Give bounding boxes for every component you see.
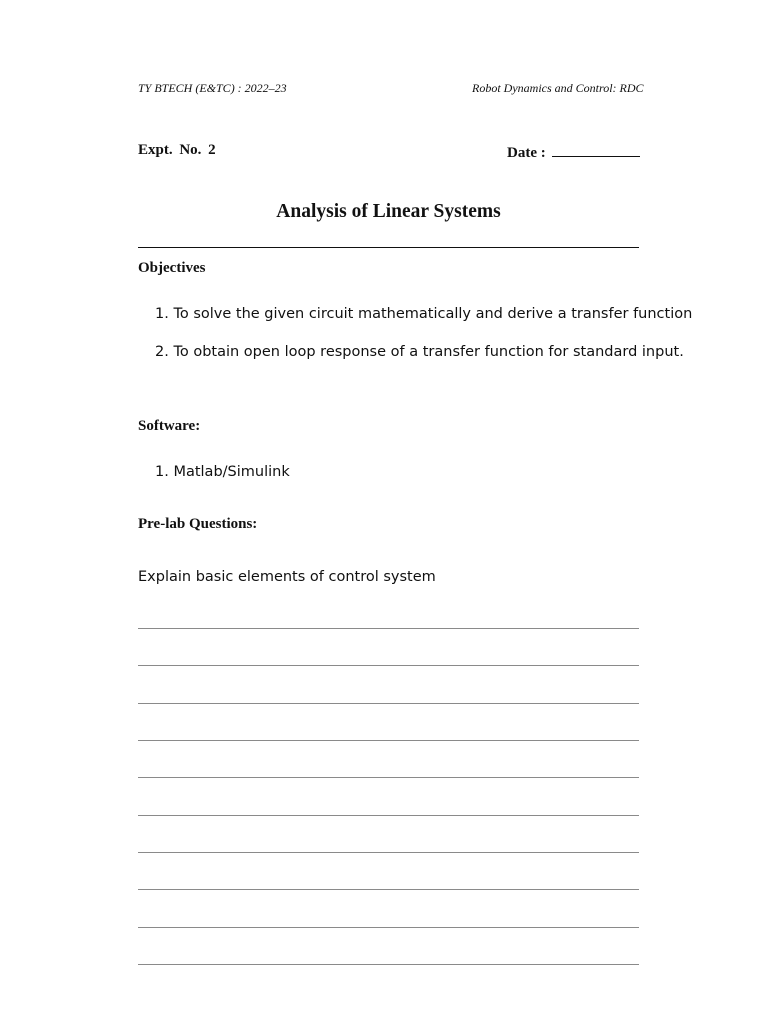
answer-line — [138, 815, 639, 816]
list-item: 1. Matlab/Simulink — [155, 464, 290, 480]
date-field — [507, 142, 640, 162]
answer-line — [138, 703, 639, 704]
header-course: TY BTECH (E&TC) : 2022–23 — [138, 81, 287, 95]
answer-line — [138, 665, 639, 666]
date-label: Date : — [507, 145, 546, 161]
answer-line — [138, 852, 639, 853]
objectives-list — [155, 306, 692, 382]
answer-line — [138, 889, 639, 890]
date-blank-line — [552, 142, 640, 157]
software-list — [155, 464, 290, 480]
header-subject: Robot Dynamics and Control: RDC — [472, 81, 644, 95]
answer-line — [138, 927, 639, 928]
title-divider — [138, 247, 639, 248]
answer-line — [138, 740, 639, 741]
page-title: Analysis of Linear Systems — [276, 201, 501, 222]
answer-line — [138, 628, 639, 629]
prelab-question: Explain basic elements of control system — [138, 569, 436, 585]
software-heading: Software: — [138, 418, 201, 434]
answer-line — [138, 777, 639, 778]
experiment-number: Expt. No. 2 — [138, 142, 216, 158]
objectives-heading: Objectives — [138, 260, 206, 276]
list-item: 2. To obtain open loop response of a transfer function for standard input. — [155, 344, 684, 360]
answer-line — [138, 964, 639, 965]
prelab-heading: Pre-lab Questions: — [138, 516, 258, 532]
list-item: 1. To solve the given circuit mathematically and derive a transfer function — [155, 306, 693, 322]
